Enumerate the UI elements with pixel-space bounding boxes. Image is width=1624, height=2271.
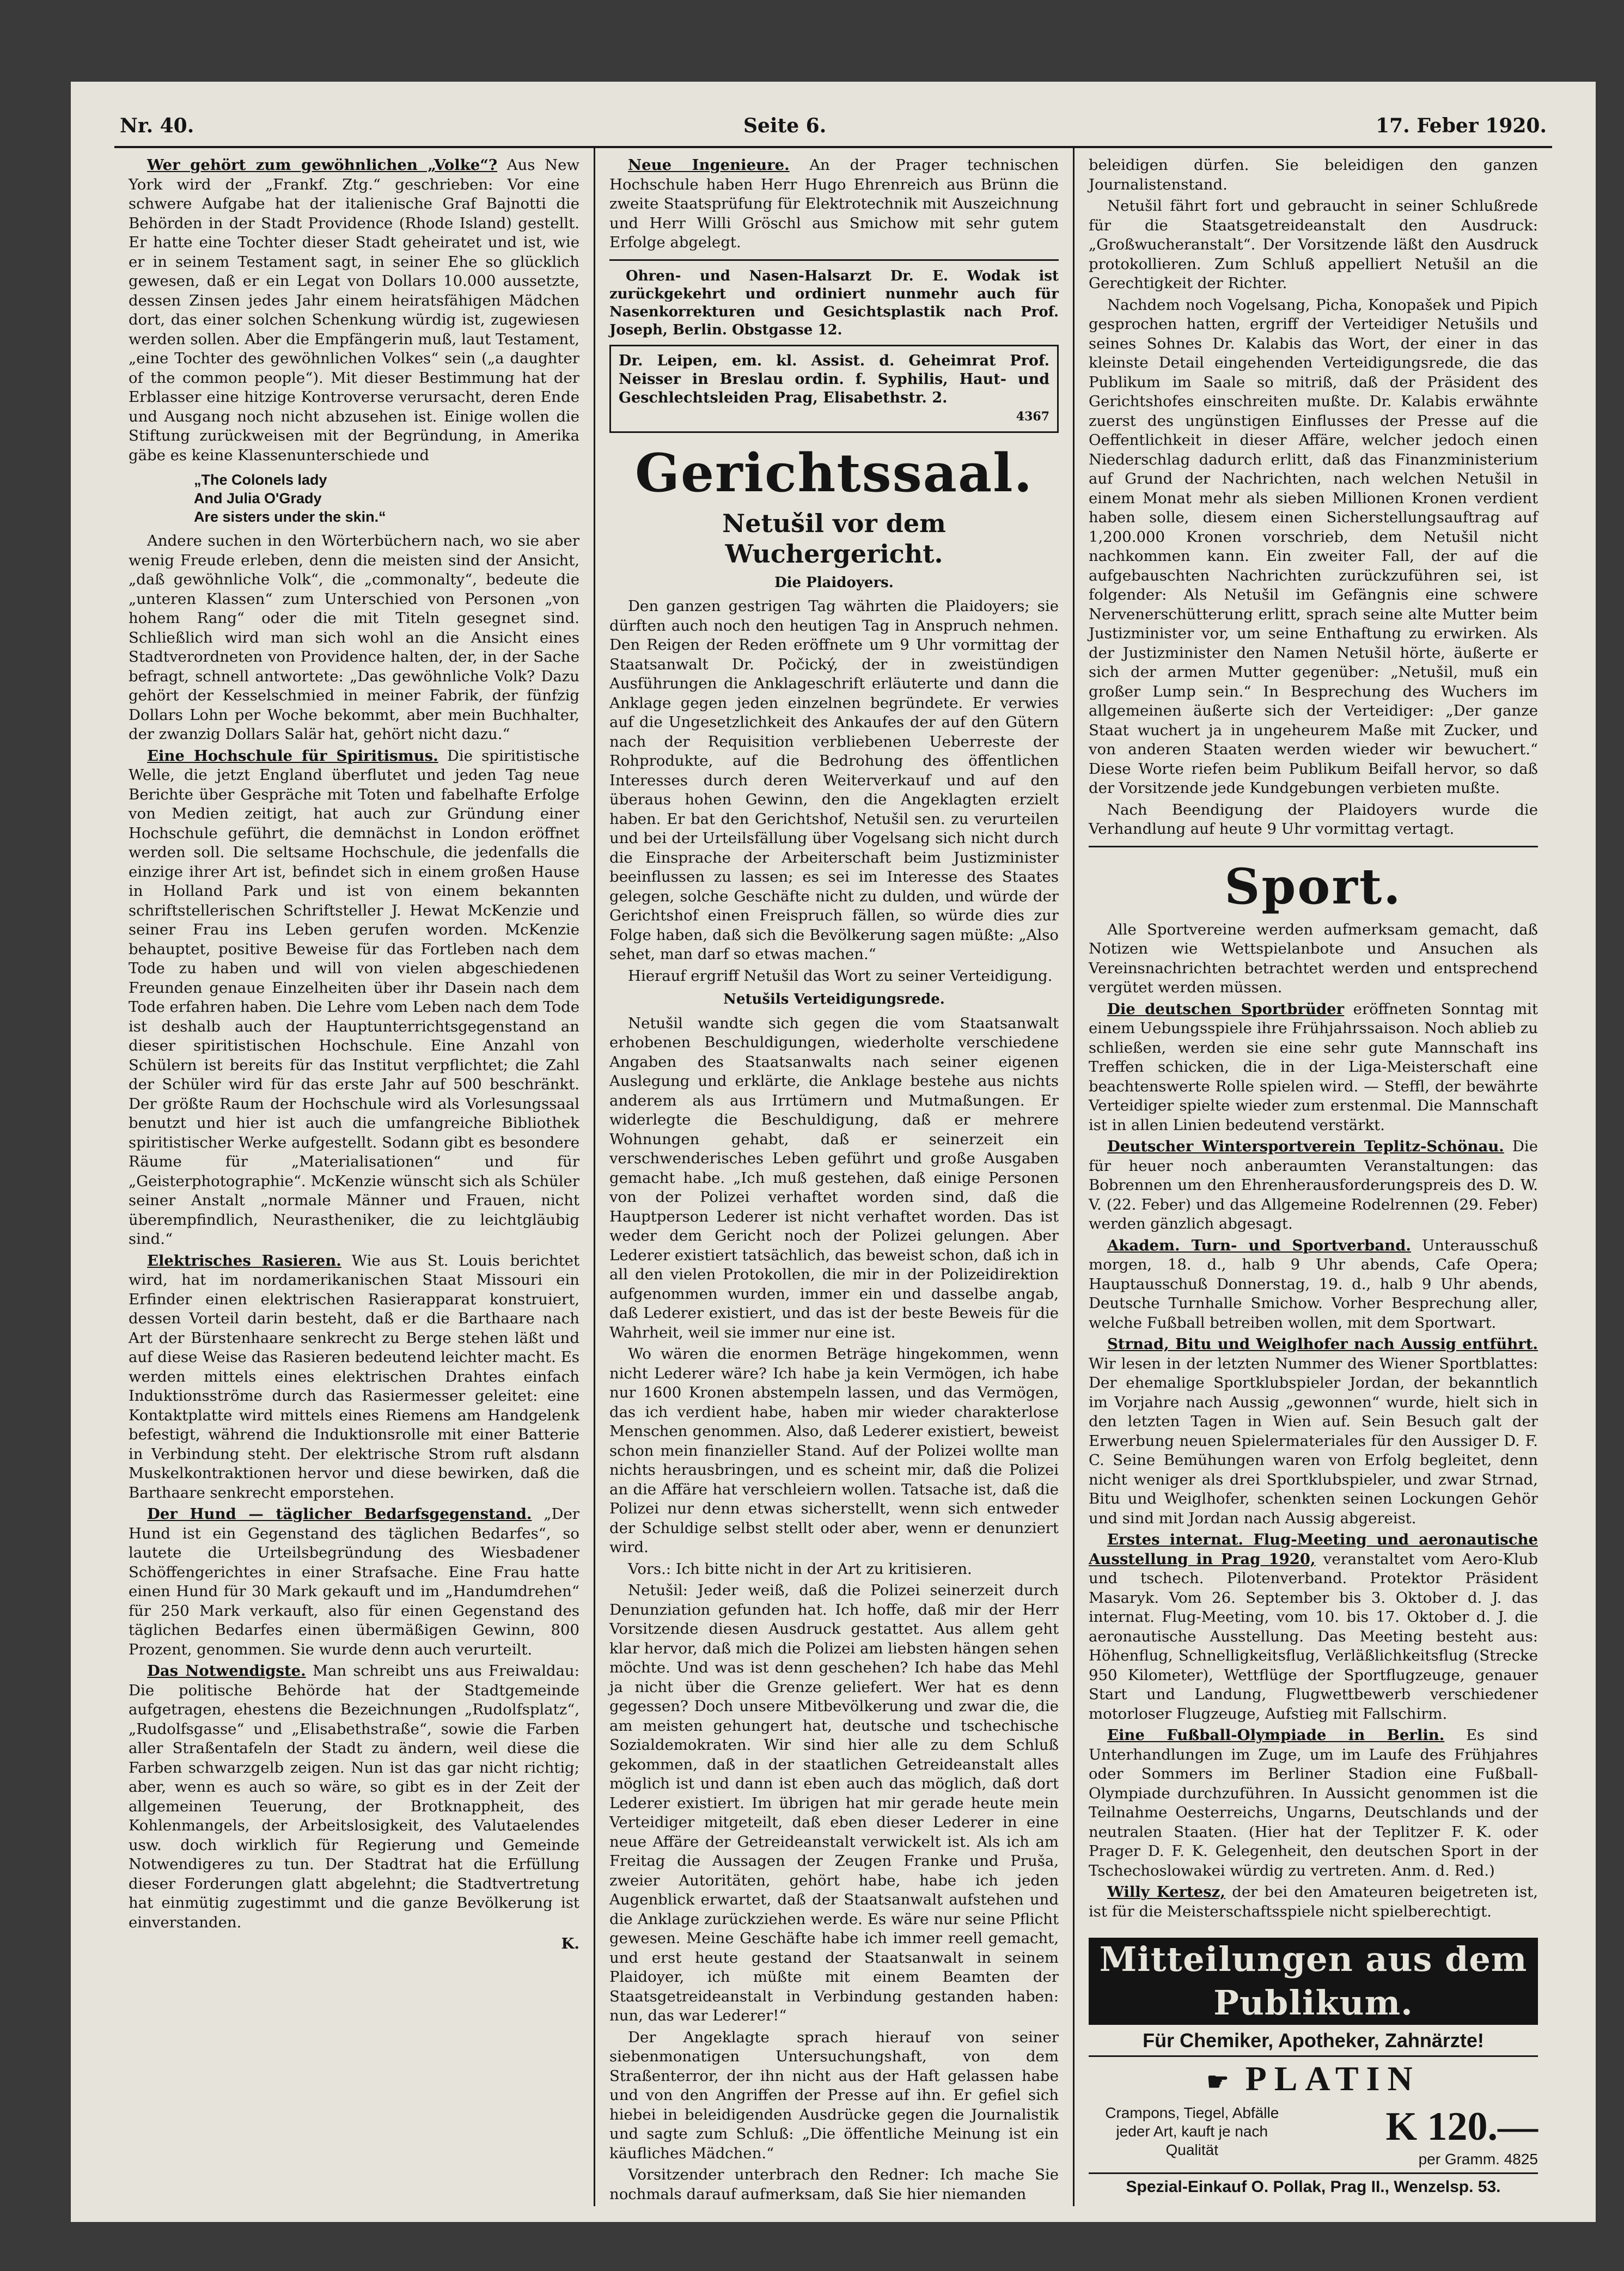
article-title: Netušil vor dem Wuchergericht. (722, 508, 946, 569)
pointing-hand-icon: ☛ (1206, 2068, 1229, 2096)
sport-heading: Willy Kertesz, (1107, 1883, 1225, 1901)
ad-leipen (609, 345, 1059, 433)
sport-item (1089, 1530, 1538, 1724)
article-text: Man schreibt uns aus Freiwaldau: Die politische Behörde hat der Stadtgemeinde aufgetragen, ehestens die Bezeichnungen „Rudolfsplatz“, „Rudolfsgasse“ und „Elisabethstraße“, sowie die Farben aller Straßentafeln der Stadt zu ändern, weil diese die Farben schwarzgelb zeigen. Nun ist das gar nicht richtig; aber, wenn es auch so wäre, so gibt es in der Zeit der allgemeinen Teuerung, der Brotknappheit, des Kohlenmangels, der Arbeitslosigkeit, des Valutaelendes usw. doch wirklich für Regierung und Gemeinde Notwendigeres zu tun. Der Stadtrat hat die Erfüllung dieser Forderungen glatt abgelehnt; die Stadtvertretung hat einmütig zugestimmt und die ganze Bevölkerung ist einverstanden. (129, 1662, 579, 1931)
sport-heading: Die deutschen Sportbrüder (1107, 1000, 1345, 1018)
article-text: Die spiritistische Welle, die jetzt England überflutet und jeden Tag neue Berichte über Gespräche mit Toten und fabelhafte Erfolge von Medien zeitigt, hat auch zur Gründung einer Hochschule geführt, die demnächst in London eröffnet werden soll. Die seltsame Hochschule, die jedenfalls die einzige ihrer Art ist, befindet sich in einem großen Hause in Holland Park und ist von einem bekannten schriftstellerischen Schriftsteller J. Hewat McKenzie und seiner Frau ins Leben gerufen worden. McKenzie behauptet, positive Beweise für das Fortleben nach dem Tode zu haben und will von vielen abgeschiedenen Freunden genaue Einzelheiten über ihr Dasein nach dem Tode erfahren haben. Die Lehre vom Leben nach dem Tode ist deshalb auch der Hauptunterrichtsgegenstand an dieser spiritistischen Hochschule. Eine Anzahl von Schülern ist bereits für das Institut verpflichtet; die Zahl der Schüler wird für das erste Jahr auf 500 beschränkt. Der größte Raum der Hochschule wird als Vorlesungssaal benutzt und hier ist auch die umfangreiche Bibliothek spiritistischer Werke aufgestellt. Sodann gibt es besondere Räume für „Materialisationen“ und für „Geisterphotographie“. McKenzie wünscht sich als Schüler seiner Anstalt „normale Männer und Frauen, nicht überempfindlich, Neurastheniker, die zu leichtgläubig sind.“ (129, 747, 579, 1248)
sport-heading: Eine Fußball-Olympiade in Berlin. (1107, 1726, 1445, 1744)
platin-ad (1089, 2028, 1538, 2198)
ad-number: 4367 (1016, 409, 1049, 424)
sport-text: Unterausschuß morgen, 18. d., halb 9 Uhr abends, Cafe Opera; Hauptausschuß Donnerstag, 19. d., halb 9 Uhr abends, Deutsche Turnhalle Smichow. Vorher Besprechung aller, welche Fußball betreiben wollen, mit dem Sportwart. (1089, 1236, 1538, 1332)
article-hund (129, 1505, 579, 1659)
platin-ad-word (1089, 2057, 1538, 2104)
platin-ad-price: K 120.— (1385, 2104, 1538, 2149)
article-rasieren (129, 1252, 579, 1503)
article-spiritismus (129, 747, 579, 1249)
quote-line: And Julia O'Grady (194, 490, 322, 506)
sport-text: der bei den Amateuren beigetreten ist, ist für die Meisterschaftsspiele nicht spielberechtigt. (1089, 1883, 1538, 1920)
sport-notice: Alle Sportvereine werden aufmerksam gemacht, daß Notizen wie Wettspielanbote und Ansuchen als Vereinsnachrichten betrachtet werden und entsprechend vergütet werden müssen. (1089, 920, 1538, 996)
columns (114, 148, 1552, 2203)
article-text: Aus New York wird der „Frankf. Ztg.“ geschrieben: Vor eine schwere Aufgabe hat der italienische Graf Bajnotti die Behörden in der Stadt Providence (Rhode Island) gestellt. Er hatte eine Tochter dieser Stadt geheiratet und ist, wie er in seinem Testament sagt, in seiner Ehe so glücklich gewesen, daß er ein Legat von Dollars 10.000 aussetzte, dessen Zinsen jedes Jahr einem heiratsfähigen Mädchen dort, das einer solchen Schenkung würdig ist, zugewiesen werden sollen. Aber die Empfängerin muß, laut Testament, „eine Tochter des gewöhnlichen Volkes“ sein („a daughter of the common people“). Mit dieser Bestimmung hat der Erblasser eine hitzige Kontroverse verursacht, deren Ende und Ausgang noch nicht abzusehen ist. Einige wollen die Stiftung zurückweisen mit der Begründung, in Amerika gäbe es keine Klassenunterschiede und (129, 156, 579, 464)
article-text: Nach Beendigung der Plaidoyers wurde die Verhandlung auf heute 9 Uhr vormittag vertagt. (1089, 801, 1538, 838)
article-text: Hierauf ergriff Netušil das Wort zu seiner Verteidigung. (628, 967, 1053, 985)
notice-wodak: Ohren- und Nasen-Halsarzt Dr. E. Wodak ist zurückgekehrt und ordiniert nunmehr auch für Nasenkorrekturen und Gesichtsplastik nach Prof. Joseph, Berlin. Obstgasse 12. (609, 267, 1059, 338)
platin-ad-footer: Spezial-Einkauf O. Pollak, Prag II., Wenzelsp. 53. (1089, 2172, 1538, 2198)
column-3 (1073, 148, 1552, 2206)
page-number: Seite 6. (743, 114, 827, 137)
sport-heading: Deutscher Wintersportverein Teplitz-Schönau. (1107, 1138, 1504, 1155)
article-heading: Das Notwendigste. (147, 1662, 306, 1680)
article-text: Netušil wandte sich gegen die vom Staatsanwalt erhobenen Beschuldigungen, wiederholte verschiedene Angaben des Staatsanwalts nach seiner eigenen Auslegung und erklärte, die Anklage bestehe aus nichts anderem als aus Irrtümern und Mutmaßungen. Er widerlegte die Beschuldigung, daß er mehrere Wohnungen gehabt, daß er seinerzeit ein verschwenderisches Leben geführt und große Ausgaben gemacht habe. „Ich muß gestehen, daß einige Personen von der Polizei verhaftet worden sind, daß die Hauptperson Lederer ist nicht verhaftet worden. Das ist weder dem Gericht noch der Polizei gelungen. Aber Lederer existiert tatsächlich, das beweist schon, daß ich in all den vielen Protokollen, die mir in der Polizeidirektion aufgenommen wurden, immer ein und dasselbe angab, daß Lederer existiert, und das ist der beste Beweis für die Wahrheit, weil sie immer nur eine ist. (609, 1014, 1059, 1341)
sport-text: veranstaltet vom Aero-Klub und tschech. Pilotenverband. Protektor Präsident Masaryk. Vom 26. September bis 3. Oktober d. J. das internat. Flug-Meeting, vom 10. bis 17. Oktober d. J. die aeronautische Ausstellung. Das Meeting besteht aus: Höhenflug, Schnelligkeitsflug, Verläßlichkeitsflug (Strecke 950 Kilometer), Wettflüge der Sportflugzeuge, genauer Start und Landung, Flugwettbewerb verschiedener motorloser Flugzeuge, Aufstieg mit Fallschirm. (1089, 1550, 1538, 1723)
sport-heading: Strnad, Bitu und Weiglhofer nach Aussig entführt. (1107, 1335, 1538, 1353)
sport-item (1089, 1236, 1538, 1333)
quote-line: Are sisters under the skin.“ (194, 509, 386, 525)
sport-item (1089, 1137, 1538, 1234)
sport-text: eröffneten Sonntag mit einem Uebungsspiele ihre Frühjahrssaison. Noch ablieb zu schließen, werden sie eine sehr gute Mannschaft ins Treffen schicken, die in der Liga-Meisterschaft eine beachtenswerte Rolle spielen wird. — Steffl, der bewährte Verteidiger spielte wieder zum erstenmal. Die Mannschaft ist in allen Linien bedeutend verstärkt. (1089, 1000, 1538, 1134)
article-text: Den ganzen gestrigen Tag währten die Plaidoyers; sie dürften auch noch den heutigen Tag in Anspruch nehmen. Den Reigen der Reden eröffnete um 9 Uhr vormittag der Staatsanwalt Dr. Počický, der in zweistündigen Ausführungen die Anklageschrift erläuterte und dann die Anklage gegen jeden einzelnen begründete. Er verwies auf die Ungesetzlichkeit des Ankaufes der auf den Gütern nach der Requisition verbliebenen Ueberreste der Rohprodukte, auf die Bedrohung des öffentlichen Interesses durch deren Weiterverkauf und auf den überaus hohen Gewinn, den die Angeklagten erzielt haben. Er bat den Gerichtshof, Netušil sen. zu verurteilen und bei der Urteilsfällung über Vogelsang sich nicht durch die Einsprache der Arbeiterschaft beim Justizminister beeinflussen zu lassen; es sei im Interesse des Staates gelegen, solche Geschäfte nicht zu dulden, und würde der Gerichtshof einen Freispruch fällen, so würde dies zur Folge haben, daß sich die Bevölkerung sagen müßte: „Also sehet, man darf so etwas machen.“ (609, 597, 1059, 963)
sport-text: Wir lesen in der letzten Nummer des Wiener Sportblattes: Der ehemalige Sportklubspieler Jordan, der bekanntlich im Vorjahre nach Aussig „gewonnen“ wurde, hielt sich in den letzten Tagen in Wien auf. Sein Besuch galt der Erwerbung neuen Spielermateriales für den Aussiger D. F. C. Seine Bemühungen waren von Erfolg begleitet, denn nicht weniger als drei Sportklubspieler, und zwar Strnad, Bitu und Weiglhofer, schenkten seinen Lockungen Gehör und sind mit Jordan nach Aussig abgereist. (1089, 1354, 1538, 1527)
sport-item (1089, 1335, 1538, 1528)
article-text: Vors.: Ich bitte nicht in der Art zu kritisieren. (628, 1560, 972, 1578)
english-quote (194, 471, 579, 526)
article-text: beleidigen dürfen. Sie beleidigen den ganzen Journalistenstand. (1089, 156, 1538, 193)
section-title-sport: Sport. (1224, 857, 1402, 915)
sport-item (1089, 1883, 1538, 1921)
article-heading: Der Hund — täglicher Bedarfsgegenstand. (147, 1505, 532, 1523)
article-text: Andere suchen in den Wörterbüchern nach, wo sie aber wenig Freude erleben, denn die meisten sind der Ansicht, „daß gewöhnliche Volk“, die „commonalty“, bedeute die „unteren Klassen“ zum Unterschied von Personen „von hohem Rang“ oder die mit Titeln gesegnet sind. Schließlich wird man sich wohl an die Ansicht eines Stadtverordneten von Providence halten, der, in der Sache befragt, schnell antwortete: „Das gewöhnliche Volk? Dazu gehört der Kesselschmied in meiner Fabrik, der fünfzig Dollars Lohn per Woche bekommt, aber mein Buchhalter, der zwanzig Dollars Salär hat, gehört nicht dazu.“ (129, 532, 579, 743)
article-text: Wo wären die enormen Beträge hingekommen, wenn nicht Lederer wäre? Ich habe ja kein Vermögen, ich habe nur 1600 Kronen abstempeln lassen, und das Vermögen, das ich verdient habe, haben mir wieder charakterlose Menschen genommen. Also, daß Lederer existiert, beweist schon mein finanzieller Stand. Auf der Polizei wollte man nichts herausbringen, und es scheint mir, daß die Polizei an die Affäre hat verschleiern wollen. Tatsache ist, daß die Polizei nur denn etwas sicherstellt, wenn sich entweder der Schuldige selbst stellt oder aber, wenn er denunziert wird. (609, 1345, 1059, 1556)
sport-item (1089, 1726, 1538, 1881)
subheading: Netušils Verteidigungsrede. (723, 991, 945, 1008)
divider (1089, 846, 1538, 847)
platin-word: PLATIN (1245, 2059, 1420, 2098)
column-1 (114, 148, 594, 2206)
page-header (114, 103, 1552, 148)
article-text: An der Prager technischen Hochschule haben Herr Hugo Ehrenreich aus Brünn die zweite Staatsprüfung für Elektrotechnik mit Auszeichnung und Herr Willi Gröschl aus Smichow mit sehr gutem Erfolge abgelegt. (609, 156, 1059, 251)
article-ingenieure (609, 156, 1059, 253)
article-text: Vorsitzender unterbrach den Redner: Ich mache Sie nochmals darauf aufmerksam, daß Sie hier niemanden (609, 2166, 1059, 2203)
newspaper-page (71, 82, 1596, 2222)
article-signature: K. (561, 1935, 579, 1952)
article-heading: Neue Ingenieure. (628, 156, 790, 174)
article-text: Netušil: Jeder weiß, daß die Polizei seinerzeit durch Denunziation gefunden hat. Ich hoffe, daß mir der Herr Vorsitzende diesen Ausdruck gestattet. Aus allem geht klar hervor, daß mich die Polizei am liebsten hängen sehen möchte. Und was ist denn geschehen? Ich habe das Mehl ja nicht über die Grenze geliefert. Wer hat es denn gegessen? Doch unsere Mitbevölkerung und zwar die, die am meisten gehungert hat, deutsche und tschechische Sozialdemokraten. Wir sind hier alle zu dem Schluß gekommen, daß in der staatlichen Getreideanstalt alles möglich ist und dann ist eben auch das möglich, daß dort Lederer existiert. Im übrigen hat mir gerade heute mein Verteidiger mitgeteilt, daß eben dieser Lederer in eine neue Affäre der Getreideanstalt verwickelt ist. Als ich am Freitag die Aussagen der Zeugen Franke und Pruša, zweier Autoritäten, gehört habe, habe ich jeden Augenblick erwartet, daß der Staatsanwalt aufstehen und die Anklage zurückziehen werde. Es wäre nur seine Pflicht gewesen. Meine Geschäfte habe ich immer reell gemacht, und erst heute gestand der Staatsanwalt in seinem Plaidoyer, ich müßte mit einem Beamten der Staatsgetreideanstalt in Verbindung gestanden haben: nun, das war Lederer!“ (609, 1582, 1059, 2024)
column-2 (594, 148, 1073, 2206)
platin-ad-unit: per Gramm. 4825 (1418, 2151, 1538, 2168)
sport-heading: Erstes internat. Flug-Meeting und aeronautische Ausstellung in Prag 1920, (1089, 1531, 1538, 1568)
platin-ad-items: Crampons, Tiegel, Abfälle jeder Art, kauft je nach Qualität (1105, 2104, 1279, 2158)
quote-line: „The Colonels lady (194, 472, 327, 488)
platin-ad-body (1089, 2104, 1538, 2169)
article-text: Wie aus St. Louis berichtet wird, hat im nordamerikanischen Staat Missouri ein Erfinder einen elektrischen Rasierapparat konstruiert, dessen Vorteil darin besteht, daß er die Barthaare nach Art der Bürstenhaare senkrecht zu Berge stehen läßt und auf diese Weise das Rasieren bedeutend leichter macht. Es werden mittels eines elektrischen Drahtes einfach Induktionsströme durch das Rasiermesser geleitet: eine Kontaktplatte wird mittels eines Riemens am Handgelenk befestigt, während die Induktionsrolle mit einer Batterie in Verbindung steht. Der elektrische Strom ruft alsdann Muskelkontraktionen hervor und diese bewirken, daß die Barthaare senkrecht emporstehen. (129, 1252, 579, 1501)
article-heading: Elektrisches Rasieren. (147, 1252, 341, 1269)
divider (609, 259, 1059, 261)
sport-text: Die für heuer noch anberaumten Veranstaltungen: das Bobrennen um den Ehrenherausforderungspreis des D. W. V. (22. Feber) und das Allgemeine Rodelrennen (29. Feber) werden gänzlich abgesagt. (1089, 1138, 1538, 1232)
sport-heading: Akadem. Turn- und Sportverband. (1107, 1236, 1411, 1254)
article-notwendigste (129, 1662, 579, 1932)
platin-ad-price-block (1304, 2104, 1538, 2169)
section-title-gerichtssaal: Gerichtssaal. (634, 442, 1034, 504)
article-heading: Wer gehört zum gewöhnlichen „Volke“? (147, 156, 498, 174)
platin-ad-headline: Für Chemiker, Apotheker, Zahnärzte! (1089, 2028, 1538, 2057)
article-text: Netušil fährt fort und gebraucht in seiner Schlußrede für die Staatsgetreideanstalt den Ausdruck: „Großwucheranstalt“. Der Vorsitzende läßt den Ausdruck protokollieren. Zum Schluß appelliert Netušil an die Gerechtigkeit der Richter. (1089, 197, 1538, 292)
ad-text: Dr. Leipen, em. kl. Assist. d. Geheimrat Prof. Neisser in Breslau ordin. f. Syphilis, Haut- und Geschlechtsleiden Prag, Elisabethstr. 2. (619, 352, 1049, 406)
sport-item (1089, 1000, 1538, 1136)
article-text: Nachdem noch Vogelsang, Picha, Konopašek und Pipich gesprochen hatten, ergriff der Verteidiger Netušils und seines Sohnes Dr. Kalabis das Wort, der einer in das kleinste Detail eingehenden Verteidigungsrede, die das Publikum im Saale so mitriß, daß der Präsident des Gerichtshofes einschreiten mußte. Dr. Kalabis erwähnte zuerst des ungünstigen Einflusses der Presse auf die Oeffentlichkeit in dieser Affäre, welcher jedoch einen Niederschlag dadurch erlitt, daß das Finanzministerium auf Grund der Nachrichten, nach welchen Netušil in einem Monat mehr als sieben Millionen Kronen verdient haben solle, diesem einen Sicherstellungsauftrag auf 1,200.000 Kronen vorschrieb, dem Netušil nicht nachkommen kann. Ein zweiter Fall, der auf die aufgebauschten Nachrichten zurückzuführen sei, ist folgender: Als Netušil im Gefängnis eine schwere Nervenerschütterung erlitt, sprach seine alte Mutter beim Justizminister vor, um seine Enthaftung zu erwirken. Als der Justizminister den Namen Netušil hörte, äußerte er sich der armen Mutter gegenüber: „Netušil, muß ein großer Lump sein.“ In Besprechung des Wuchers im allgemeinen äußerte sich der Verteidiger: „Der ganze Staat wuchert ja in ungeheurem Maße mit Zucker, und von anderen Staaten werden wieder wir bewuchert.“ Diese Worte riefen beim Publikum Beifall hervor, so daß der Vorsitzende jede Kundgebungen verbieten mußte. (1089, 296, 1538, 797)
mitteilungen-banner: Mitteilungen aus dem Publikum. (1089, 1938, 1538, 2025)
article-volke (129, 156, 579, 465)
article-text: „Der Hund ist ein Gegenstand des täglichen Bedarfes“, so lautete die Urteilsbegründung des Wiesbadener Schöffengerichtes in einer Strafsache. Eine Frau hatte einen Hund für 30 Mark gekauft und im „Handumdrehen“ für 250 Mark verkauft, also für einen Gegenstand des täglichen Bedarfes einen übermäßigen Gewinn, 800 Prozent, genommen. Sie wurde denn auch verurteilt. (129, 1505, 579, 1658)
subheading: Die Plaidoyers. (774, 574, 894, 591)
sport-text: Es sind Unterhandlungen im Zuge, um im Laufe des Frühjahres oder Sommers im Berliner Stadion eine Fußball-Olympiade durchzuführen. In Aussicht genommen ist die Teilnahme Oesterreichs, Ungarns, Deutschlands und der neutralen Staaten. (Hier hat der Teplitzer F. K. oder Prager D. F. K. Gelegenheit, den deutschen Sport in der Tschechoslowakei würdig zu vertreten. Anm. d. Red.) (1089, 1726, 1538, 1879)
issue-number: Nr. 40. (120, 114, 194, 137)
article-heading: Eine Hochschule für Spiritismus. (147, 747, 438, 765)
article-text: Der Angeklagte sprach hierauf von seiner siebenmonatigen Untersuchungshaft, von dem Straßenterror, der ihn nicht aus der Haft gelassen habe und von den Angriffen der Presse auf ihn. Er gefiel sich hiebei in beleidigenden Ausdrücke gegen die Journalistik und sagte zum Schluß: „Die öffentliche Meinung ist ein käufliches Mädchen.“ (609, 2028, 1059, 2162)
issue-date: 17. Feber 1920. (1376, 114, 1547, 137)
